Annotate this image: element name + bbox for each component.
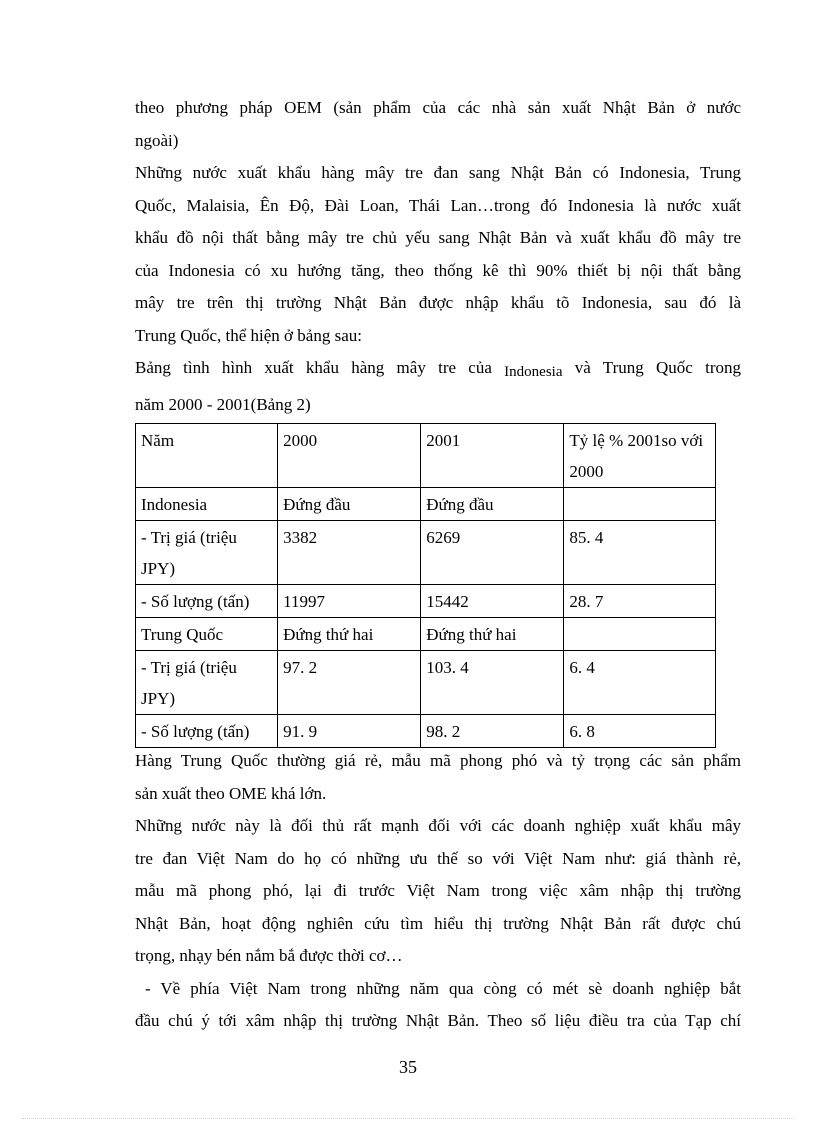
table-cell: 2001 [421,424,564,488]
paragraph-line: đầu chú ý tới xâm nhập thị trường Nhật Bản. Theo số liệu điều tra của Tạp chí [135,1011,741,1030]
table-cell: Đứng đầu [278,488,421,521]
table-cell [564,488,716,521]
table-cell: - Trị giá (triệu JPY) [136,651,278,715]
table-cell: 85. 4 [564,521,716,585]
paragraph-line: Trung Quốc, thể hiện ở bảng sau: [135,325,362,345]
table-cell: 28. 7 [564,585,716,618]
paragraph-line: Quốc, Malaisia, Ên Độ, Đài Loan, Thái Lan…trong đó Indonesia là nước xuất [135,195,741,215]
table-cell: 6269 [421,521,564,585]
table-cell: 2000 [278,424,421,488]
table-cell: Đứng đầu [421,488,564,521]
table-header-row [136,424,716,488]
paragraph-line: mây tre trên thị trường Nhật Bản được nhập khẩu tõ Indonesia, sau đó là [135,293,741,312]
table-cell: 3382 [278,521,421,585]
table-row [136,585,716,618]
table-row [136,521,716,585]
table-cell: - Trị giá (triệu JPY) [136,521,278,585]
table-caption-line: năm 2000 - 2001(Bảng 2) [135,394,311,414]
table-cell: - Số lượng (tấn) [136,585,278,618]
table-cell [564,618,716,651]
table-cell: 97. 2 [278,651,421,715]
paragraph-line: khẩu đồ nội thất bằng mây tre chủ yếu sang Nhật Bản và xuất khẩu đồ mây tre [135,228,741,247]
paragraph-line: tre đan Việt Nam do họ có những ưu thế so với Việt Nam như: giá thành rẻ, [135,848,741,868]
table-cell: 11997 [278,585,421,618]
paragraph-line: - Về phía Việt Nam trong những năm qua còng có mét sè doanh nghiệp bắt [135,978,741,998]
page-bottom-divider [22,1118,794,1119]
paragraph-line: mẫu mã phong phó, lại đi trước Việt Nam trong việc xâm nhập thị trường [135,881,741,900]
paragraph-line: ngoài) [135,130,179,150]
page-number: 35 [399,1057,417,1077]
table-cell: 103. 4 [421,651,564,715]
table-cell: Indonesia [136,488,278,521]
table-cell: - Số lượng (tấn) [136,715,278,748]
table-row [136,618,716,651]
caption-text: Bảng tình hình xuất khẩu hàng mây tre của [135,358,505,377]
paragraph-line: sản xuất theo OME khá lớn. [135,783,327,803]
table-cell: 6. 8 [564,715,716,748]
table-caption [135,352,741,389]
document-page [135,92,741,1038]
table-row [136,488,716,521]
paragraph-line: của Indonesia có xu hướng tăng, theo thống kê thì 90% thiết bị nội thất bằng [135,260,741,280]
caption-country: Indonesia [504,364,563,380]
table-cell: Trung Quốc [136,618,278,651]
table-row [136,651,716,715]
table-cell: Tỷ lệ % 2001so với 2000 [564,424,716,488]
table-cell: Năm [136,424,278,488]
table-cell: Đứng thứ hai [421,618,564,651]
table-cell: 98. 2 [421,715,564,748]
table-cell: 6. 4 [564,651,716,715]
table-cell: 91. 9 [278,715,421,748]
paragraph-line: Hàng Trung Quốc thường giá rẻ, mẫu mã phong phó và tỷ trọng các sản phẩm [135,751,741,770]
paragraph-line: Những nước này là đối thủ rất mạnh đối với các doanh nghiệp xuất khẩu mây [135,816,741,835]
table-cell: Đứng thứ hai [278,618,421,651]
table-row [136,715,716,748]
paragraph-line: theo phương pháp OEM (sản phẩm của các nhà sản xuất Nhật Bản ở nước [135,98,741,117]
export-table [135,423,716,748]
caption-text: và Trung Quốc trong [562,358,741,377]
paragraph-line: trọng, nhạy bén nắm bắ được thời cơ… [135,946,403,965]
paragraph-line: Nhật Bản, hoạt động nghiên cứu tìm hiểu thị trường Nhật Bản rất được chú [135,913,741,933]
paragraph-line: Những nước xuất khẩu hàng mây tre đan sang Nhật Bản có Indonesia, Trung [135,163,741,182]
table-cell: 15442 [421,585,564,618]
